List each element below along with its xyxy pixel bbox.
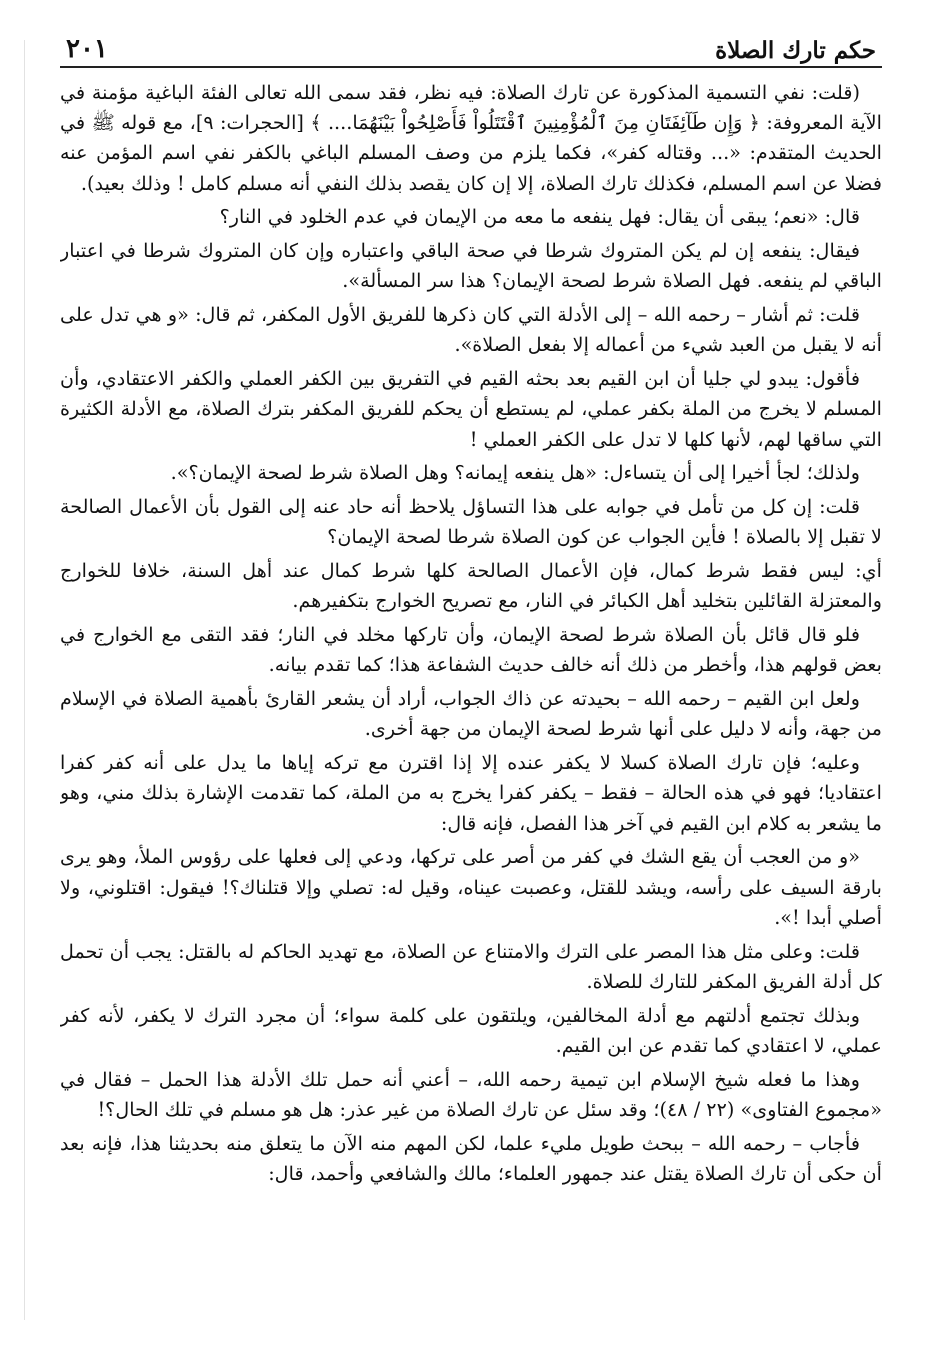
page-body	[60, 78, 882, 1189]
paragraph: أي: ليس فقط شرط كمال، فإن الأعمال الصالحة كلها شرط كمال عند أهل السنة، خلافا للخوارج والمعتزلة القائلين بتخليد أهل الكبائر في النار، مع تصريح الخوارج بتكفيرهم.	[60, 559, 882, 613]
page-number: ٢٠١	[66, 34, 108, 64]
paragraph: فلو قال قائل بأن الصلاة شرط لصحة الإيمان، وأن تاركها مخلد في النار؛ فقد التقى مع الخوارج في بعض قولهم هذا، وأخطر من ذلك أنه خالف حديث الشفاعة هذا؛ كما تقدم بيانه.	[60, 623, 882, 677]
paragraph: وهذا ما فعله شيخ الإسلام ابن تيمية رحمه الله، – أعني أنه حمل تلك الأدلة هذا الحمل – فقال في «مجموع الفتاوى» (٢٢ / ٤٨)؛ وقد سئل عن تارك الصلاة من غير عذر: هل هو مسلم في تلك الحال؟!	[60, 1067, 882, 1121]
paragraph: فأقول: يبدو لي جليا أن ابن القيم بعد بحثه القيم في التفريق بين الكفر العملي والكفر الاعتقادي، وأن المسلم لا يخرج من الملة بكفر عملي، لم يستطع أن يحكم للفريق المكفر بترك الصلاة، مع الأدلة الكثيرة التي ساقها لهم، لأنها كلها لا تدل على الكفر العملي !	[60, 367, 882, 451]
paragraph: قلت: ثم أشار – رحمه الله – إلى الأدلة التي كان ذكرها للفريق الأول المكفر، ثم قال: «و هي تدل على أنه لا يقبل من العبد شيء من أعماله إلا بفعل الصلاة».	[60, 303, 882, 357]
paragraph: (قلت: نفي التسمية المذكورة عن تارك الصلاة: فيه نظر، فقد سمى الله تعالى الفئة الباغية مؤمنة في الآية المعروفة: ﴿ وَإِن طَآئِفَتَانِ مِنَ ٱلْمُؤْمِنِينَ ٱقْتَتَلُواْ فَأَصْلِحُواْ بَيْنَهُمَا.... ﴾ [الحجرات: ٩]، مع قوله ﷺ في الحديث المتقدم: «... وقتاله كفر»، فكما يلزم من وصف المسلم الباغي بالكفر نفي اسم المؤمن عنه فضلا عن اسم المسلم، فكذلك تارك الصلاة، إلا إن كان يقصد بذلك النفي أنه مسلم كامل ! وذلك بعيد).	[60, 81, 882, 195]
paragraph: وعليه؛ فإن تارك الصلاة كسلا لا يكفر عنده إلا إذا اقترن مع تركه إياها ما يدل على أنه كفر كفرا اعتقاديا؛ فهو في هذه الحالة – فقط – يكفر كفرا يخرج به من الملة، كما تقدمت الإشارة بذلك مني، وهو ما يشعر به كلام ابن القيم في آخر هذا الفصل، فإنه قال:	[60, 751, 882, 835]
page-edge-line	[24, 40, 25, 1320]
paragraph: وبذلك تجتمع أدلتهم مع أدلة المخالفين، ويلتقون على كلمة سواء؛ أن مجرد الترك لا يكفر، لأنه كفر عملي، لا اعتقادي كما تقدم عن ابن القيم.	[60, 1003, 882, 1057]
paragraph: قلت: إن كل من تأمل في جوابه على هذا التساؤل يلاحظ أنه حاد عنه إلى القول بأن الأعمال الصالحة لا تقبل إلا بالصلاة ! فأين الجواب عن كون الصلاة شرطا لصحة الإيمان؟	[60, 495, 882, 549]
paragraph: قال: «نعم؛ يبقى أن يقال: فهل ينفعه ما معه من الإيمان في عدم الخلود في النار؟	[219, 205, 860, 229]
paragraph: فيقال: ينفعه إن لم يكن المتروك شرطا في صحة الباقي واعتباره وإن كان المتروك شرطا في اعتبار الباقي لم ينفعه. فهل الصلاة شرط لصحة الإيمان؟ هذا سر المسألة».	[60, 239, 882, 293]
book-page	[60, 22, 882, 1342]
running-title: حكم تارك الصلاة	[715, 37, 876, 64]
paragraph: قلت: وعلى مثل هذا المصر على الترك والامتناع عن الصلاة، مع تهديد الحاكم له بالقتل: يجب أن تحمل كل أدلة الفريق المكفر للتارك للصلاة.	[60, 939, 882, 993]
paragraph: ولذلك؛ لجأ أخيرا إلى أن يتساءل: «هل ينفعه إيمانه؟ وهل الصلاة شرط لصحة الإيمان؟».	[170, 461, 860, 485]
paragraph: فأجاب – رحمه الله – ببحث طويل مليء علما، لكن المهم منه الآن ما يتعلق منه بحديثنا هذا، فإنه بعد أن حكى أن تارك الصلاة يقتل عند جمهور العلماء؛ مالك والشافعي وأحمد، قال:	[60, 1131, 882, 1185]
running-header	[60, 22, 882, 68]
paragraph: «و من العجب أن يقع الشك في كفر من أصر على تركها، ودعي إلى فعلها على رؤوس الملأ، وهو يرى بارقة السيف على رأسه، ويشد للقتل، وعصبت عيناه، وقيل له: تصلي وإلا قتلناك؟! فيقول: اقتلوني، ولا أصلي أبدا !».	[60, 845, 882, 929]
paragraph: ولعل ابن القيم – رحمه الله – بحيدته عن ذاك الجواب، أراد أن يشعر القارئ بأهمية الصلاة في الإسلام من جهة، وأنه لا دليل على أنها شرط لصحة الإيمان من جهة أخرى.	[60, 687, 882, 741]
